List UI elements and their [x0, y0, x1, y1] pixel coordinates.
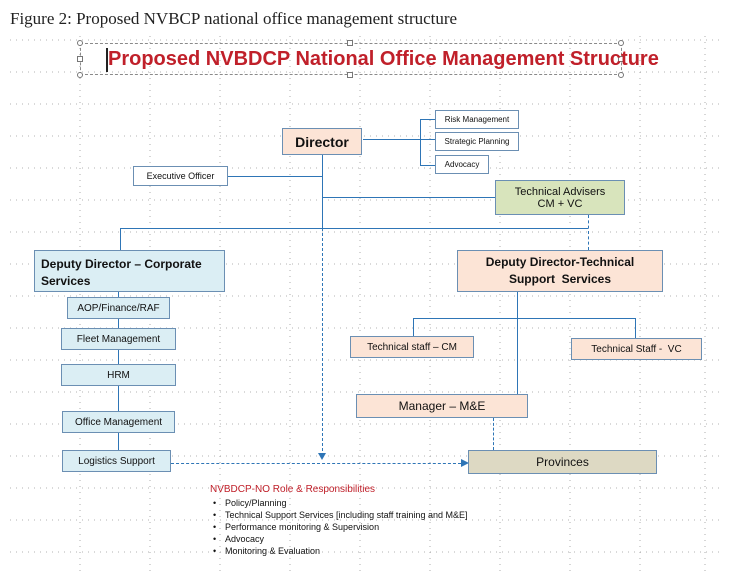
provinces-box[interactable]: Provinces	[468, 450, 657, 474]
deputy-corporate-line1: Deputy Director – Corporate	[41, 257, 202, 271]
connector	[322, 155, 323, 197]
deputy-director-corporate-box[interactable]	[34, 250, 225, 292]
dashed-connector	[588, 215, 589, 250]
connector	[420, 165, 435, 166]
connector	[120, 228, 588, 229]
dashed-connector	[171, 463, 461, 464]
slide-title[interactable]: Proposed NVBDCP National Office Management Structure	[108, 48, 659, 70]
technical-advisers-box[interactable]	[495, 180, 625, 215]
executive-officer-box[interactable]: Executive Officer	[133, 166, 228, 186]
connector	[420, 119, 421, 165]
role-item: • Monitoring & Evaluation	[213, 545, 467, 557]
connector	[322, 197, 323, 228]
logistics-support-box[interactable]: Logistics Support	[62, 450, 171, 472]
resize-handle[interactable]	[77, 40, 83, 46]
resize-handle[interactable]	[77, 72, 83, 78]
office-management-box[interactable]: Office Management	[62, 411, 175, 433]
deputy-technical-line1: Deputy Director-Technical	[485, 255, 635, 269]
advocacy-box[interactable]: Advocacy	[435, 155, 489, 174]
resize-handle[interactable]	[618, 72, 624, 78]
dashed-connector	[322, 228, 323, 456]
technical-staff-vc-box[interactable]: Technical Staff - VC	[571, 338, 702, 360]
connector	[413, 318, 635, 319]
connector	[420, 119, 435, 120]
roles-list	[213, 497, 467, 557]
role-item: • Performance monitoring & Supervision	[213, 521, 467, 533]
resize-handle[interactable]	[618, 40, 624, 46]
roles-title: NVBDCP-NO Role & Responsibilities	[210, 484, 376, 495]
deputy-technical-line2: Support Services	[508, 272, 612, 286]
fleet-management-box[interactable]: Fleet Management	[61, 328, 176, 350]
figure-caption: Figure 2: Proposed NVBCP national office management structure	[10, 9, 458, 28]
director-box[interactable]: Director	[282, 128, 362, 155]
dashed-connector	[493, 418, 494, 450]
technical-advisers-line2: CM + VC	[537, 197, 583, 210]
connector	[363, 139, 435, 140]
risk-management-box[interactable]: Risk Management	[435, 110, 519, 129]
strategic-planning-box[interactable]: Strategic Planning	[435, 132, 519, 151]
role-item: • Advocacy	[213, 533, 467, 545]
role-item: • Policy/Planning	[213, 497, 467, 509]
role-item: • Technical Support Services [including staff training and M&E]	[213, 509, 467, 521]
technical-advisers-line1: Technical Advisers	[514, 185, 606, 198]
deputy-director-technical-box[interactable]	[457, 250, 663, 292]
manager-me-box[interactable]: Manager – M&E	[356, 394, 528, 418]
arrow-head	[318, 453, 326, 460]
resize-handle[interactable]	[347, 40, 353, 46]
deputy-corporate-line2: Services	[41, 274, 91, 288]
technical-staff-cm-box[interactable]: Technical staff – CM	[350, 336, 474, 358]
connector	[228, 176, 322, 177]
connector	[413, 318, 414, 336]
hrm-box[interactable]: HRM	[61, 364, 176, 386]
connector	[322, 197, 495, 198]
aop-finance-raf-box[interactable]: AOP/Finance/RAF	[67, 297, 170, 319]
resize-handle[interactable]	[347, 72, 353, 78]
connector	[635, 318, 636, 338]
resize-handle[interactable]	[77, 56, 83, 62]
connector	[517, 292, 518, 394]
connector	[120, 228, 121, 250]
